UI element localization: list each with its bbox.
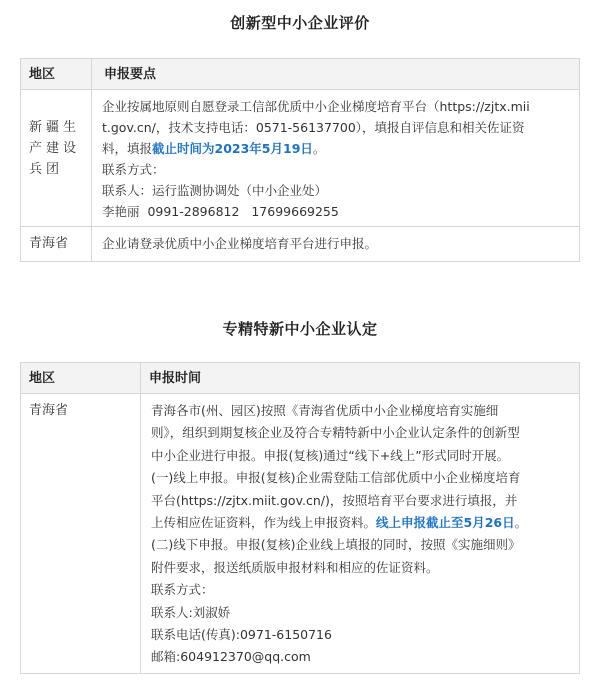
contact-person: 联系人:刘淑娇 — [151, 604, 231, 620]
region-line: 新疆生 — [29, 120, 81, 135]
text-line: 中小企业进行申报。申报(复核)通过“线下+线上”形式同时开展。 — [151, 447, 510, 463]
innovative-sme-table — [20, 58, 580, 262]
region-cell-xinjiang — [21, 90, 92, 227]
region-cell-qinghai: 青海省 — [21, 227, 92, 262]
section-title-innovative-sme: 创新型中小企业评价 — [230, 14, 370, 32]
time-header: 申报时间 — [141, 363, 580, 394]
contact-label: 联系方式： — [102, 162, 165, 177]
table-row — [21, 227, 580, 262]
key-points-cell: 企业请登录优质中小企业梯度培育平台进行申报。 — [92, 227, 580, 262]
text-line: t.gov.cn/，技术支持电话：0571-56137700），填报自评信息和相关佐证资 — [102, 120, 525, 135]
time-cell — [141, 394, 580, 674]
contact-phone: 联系电话(传真):0971-6150716 — [151, 627, 332, 643]
text-fragment: 。 — [514, 515, 528, 531]
table-header-row — [21, 59, 580, 90]
region-cell-qinghai: 青海省 — [21, 394, 141, 674]
contact-phone: 李艳丽 0991-2896812 17699669255 — [102, 204, 339, 219]
table-row — [21, 90, 580, 227]
region-header: 地区 — [21, 363, 141, 394]
key-points-header: 申报要点 — [92, 59, 580, 90]
region-line: 兵团 — [29, 162, 64, 177]
text-line: 青海各市(州、园区)按照《青海省优质中小企业梯度培育实施细 — [151, 403, 499, 418]
key-points-cell — [92, 90, 580, 227]
region-header: 地区 — [21, 59, 92, 90]
text-line: (一)线上申报。申报(复核)企业需登陆工信部优质中小企业梯度培育 — [151, 470, 521, 486]
text-line: (二)线下申报。申报(复核)企业线上填报的同时，按照《实施细则》 — [151, 537, 521, 553]
text-line: 平台(https://zjtx.miit.gov.cn/)，按照培育平台要求进行填报，并 — [151, 492, 518, 508]
text-line: 则》，组织到期复核企业及符合专精特新中小企业认定条件的创新型 — [151, 425, 520, 441]
text-line-with-deadline — [102, 138, 569, 159]
text-fragment: 上传相应佐证资料，作为线上申报资料。 — [151, 515, 377, 531]
contact-person: 联系人：运行监测协调处（中小企业处） — [102, 183, 328, 198]
text-fragment: 。 — [312, 141, 326, 156]
table-header-row — [21, 363, 580, 394]
contact-label: 联系方式： — [151, 582, 214, 598]
text-fragment: 料，填报 — [102, 141, 153, 156]
specialized-sme-table — [20, 362, 580, 674]
text-line: 附件要求，报送纸质版申报材料和相应的佐证资料。 — [151, 559, 439, 575]
contact-email: 邮箱:604912370@qq.com — [151, 649, 311, 665]
region-line: 产建设 — [29, 141, 81, 156]
text-line-with-deadline — [151, 512, 569, 534]
deadline-highlight: 线上申报截止至5月26日 — [376, 515, 515, 531]
text-line: 企业按属地原则自愿登录工信部优质中小企业梯度培育平台（https://zjtx.mii — [102, 99, 530, 114]
deadline-highlight: 截止时间为2023年5月19日 — [152, 141, 313, 156]
section-title-specialized-sme: 专精特新中小企业认定 — [222, 320, 378, 338]
table-row — [21, 394, 580, 674]
